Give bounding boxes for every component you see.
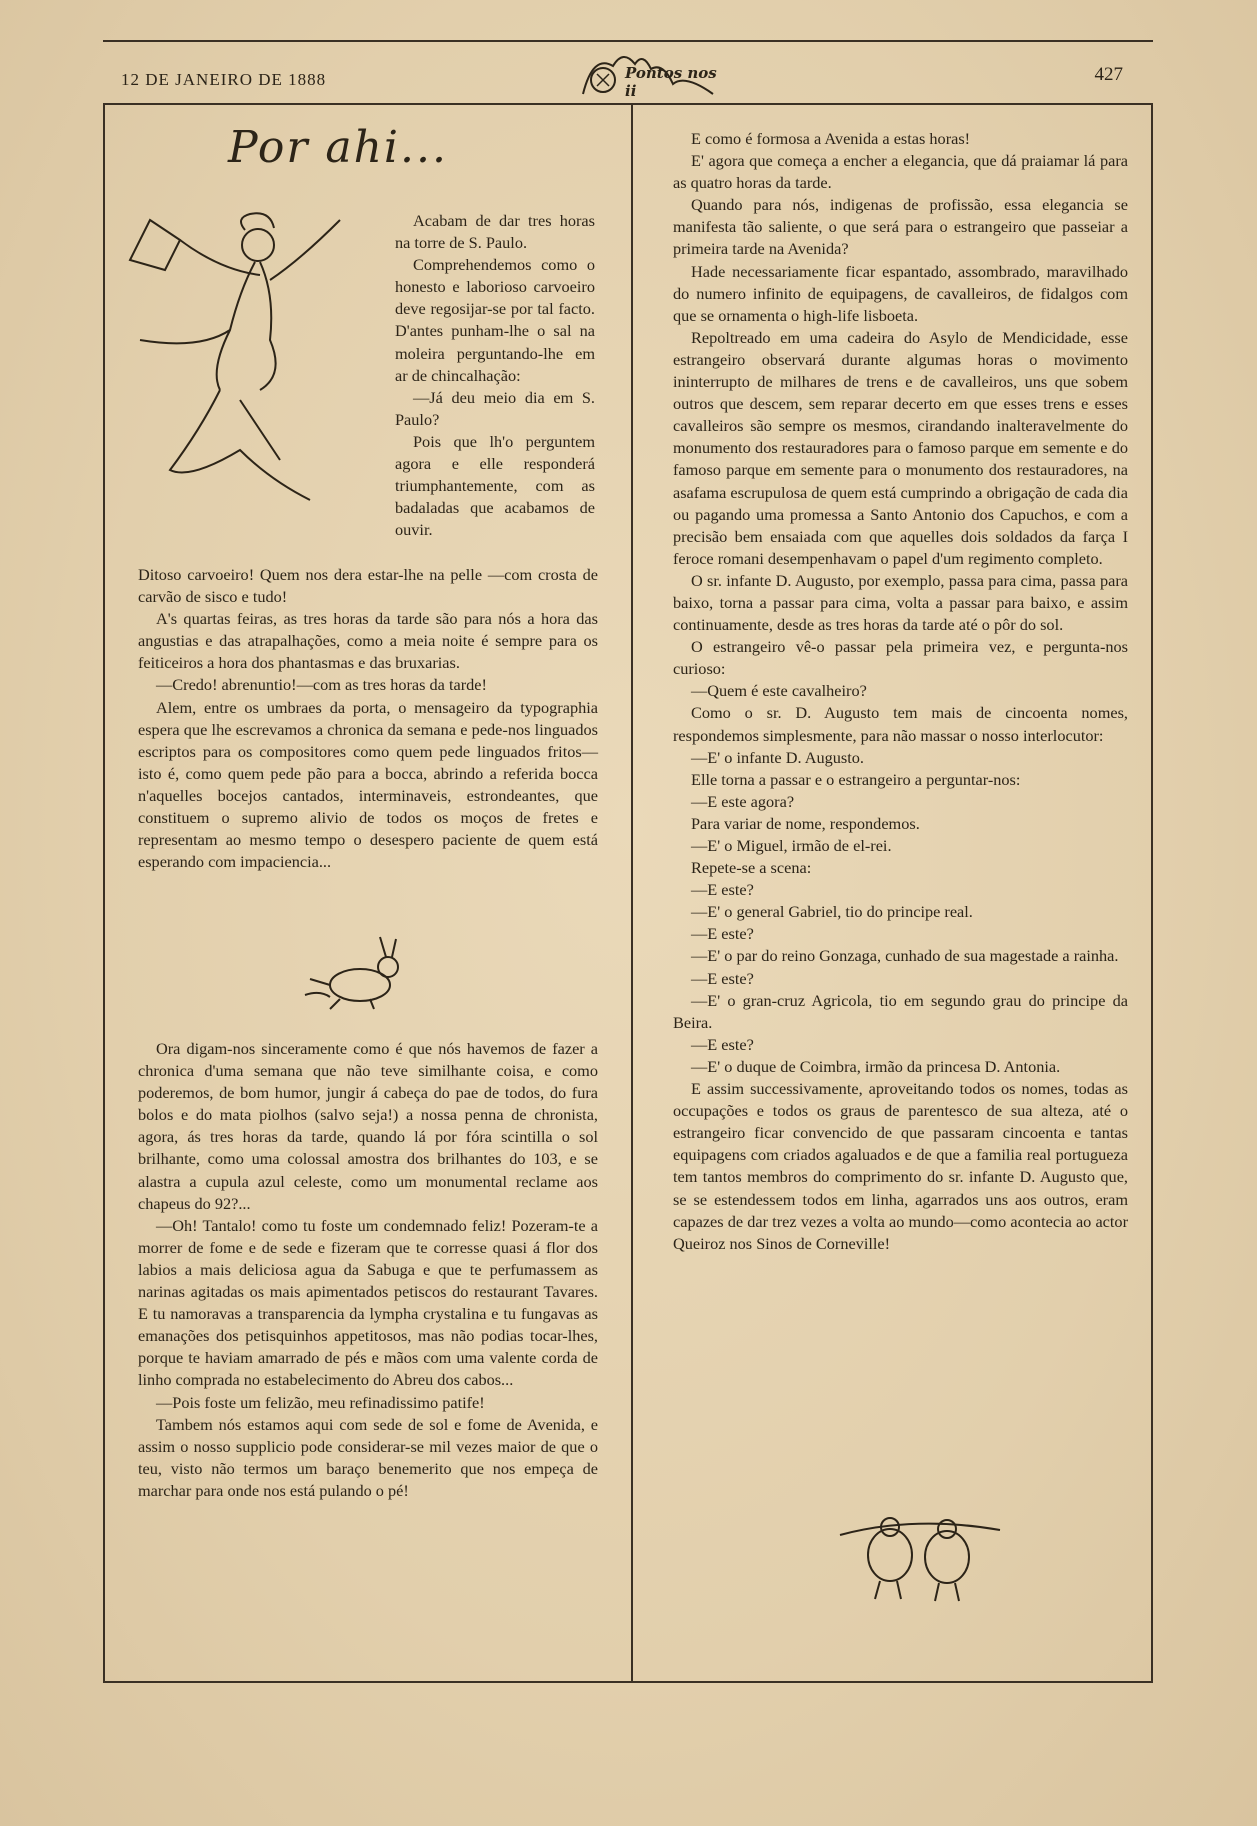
right-paragraph-3: Quando para nós, indigenas de profissão, essa elegancia se manifesta tão saliente, o que será para o estrangeiro que passeiar a primeira tarde na Avenida? [673,195,1128,259]
left-paragraph-7: —Pois foste um felizão, meu refinadissimo patife! [156,1392,485,1412]
issue-date: 12 DE JANEIRO DE 1888 [121,70,327,89]
intro-paragraph-1: Acabam de dar tres horas na torre de S. Paulo. [395,211,595,253]
header-rule [103,40,1153,42]
right-paragraph-11: Elle torna a passar e o estrangeiro a perguntar-nos: [691,769,1021,789]
intro-paragraph-3: —Já deu meio dia em S. Paulo? [395,387,595,429]
right-paragraph-14: —E' o Miguel, irmão de el-rei. [691,836,892,855]
right-paragraph-17: —E' o general Gabriel, tio do principe real. [691,902,973,922]
left-paragraph-5: Ora digam-nos sinceramente como é que nós havemos de fazer a chronica d'uma semana que não teve similhante coisa, e como poderemos, de bom humor, jungir á cabeça do pae de todos, do fura bolos e do mata piolhos (salvo seja!) a nossa penna de chronista, agora, ás tres horas da tarde, quando lá por fóra scintilla o sol brilhante, como uma colossal amostra dos brilhantes do 103, e se alastra a cupula azul celeste, como um monumental reclame aos chapeus do 92?... [138,1039,598,1213]
intro-paragraph-2: Comprehendemos como o honesto e laborioso carvoeiro deve regosijar-se por tal facto. D'antes punham-lhe o sal na moleira perguntando-lhe em ar de chincalhação: [395,255,595,385]
right-paragraph-13: Para variar de nome, respondemos. [691,813,920,833]
article-title: Por ahi... [228,122,448,173]
left-paragraph-2: A's quartas feiras, as tres horas da tarde são para nós a hora das angustias e das atrapalhações, como a meia noite é sempre para os feiticeiros a hora dos phantasmas e das bruxarias. [138,609,598,673]
page-header [103,40,1153,103]
left-column-bottom [138,1038,598,1502]
left-column-top [138,564,598,873]
right-paragraph-15: Repete-se a scena: [691,858,812,878]
birds-illustration [835,1495,1005,1610]
right-paragraph-1: E como é formosa a Avenida a estas horas! [691,129,971,148]
birds-on-branch-icon [835,1495,1005,1605]
right-paragraph-2: E' agora que começa a encher a elegancia, que dá praiamar lá para as quatro horas da tarde. [673,151,1128,193]
right-paragraph-6: O sr. infante D. Augusto, por exemplo, passa para cima, passa para baixo, torna a passar para cima, volta a passar para baixo, e assim continuamente, desde as tres horas da tarde até o pôr do sol. [673,570,1128,635]
intro-paragraph-4: Pois que lh'o perguntem agora e elle responderá triumphantemente, com as badaladas que acabamos de ouvir. [395,431,595,540]
right-paragraph-22: —E este? [691,1034,754,1054]
left-paragraph-6: —Oh! Tantalo! como tu foste um condemnado feliz! Pozeram-te a morrer de fome e de sede e fizeram que te corresse quasi á flor dos labios a mais deliciosa agua da Sabuga e que te perfumassem as narinas agitadas os mais apimentados petiscos do restaurant Tavares. E tu namoravas a transparencia da lympha crystalina e tu fungavas as emanações dos petisquinhos appetitosos, mas não podias tocar-lhes, porque te haviam amarrado de pés e mãos com uma valente corda de linho comprada no estabelecimento do Abreu dos cabos... [138,1215,598,1390]
right-paragraph-9: Como o sr. D. Augusto tem mais de cincoenta nomes, respondemos simplesmente, para não massar o nosso interlocutor: [673,703,1128,745]
intro-column [395,210,595,541]
right-paragraph-5: Repoltreado em uma cadeira do Asylo de Mendicidade, esse estrangeiro observará durante algumas horas o movimento ininterrupto de milhares de trens e de cavalleiros, uns que sobem outros que descem, sem reparar decerto em que esses trens e esses cavalleiros são sempre os mesmos, cirandando inalteravelmente do monumento dos restauradores para o famoso parque em semente e do famoso parque em semente para o monumento dos restauradores, na asafama escrupulosa de quem está cumprindo a obrigação de cada dia ou pagando uma promessa a Santo Antonio dos Capuchos, e com a precisão bem ensaiada com que aquelles dois soldados da farça I feroce romani desempenhavam o papel d'um regimento completo. [673,327,1128,568]
right-paragraph-10: —E' o infante D. Augusto. [691,747,864,767]
left-paragraph-8: Tambem nós estamos aqui com sede de sol e fome de Avenida, e assim o nosso supplicio pode considerar-se mil vezes maior de que o teu, visto não termos um baraço benemerito que nos empeça de marchar para onde nos está pulando o pé! [138,1414,598,1500]
page-number: 427 [1094,64,1123,85]
right-paragraph-23: —E' o duque de Coimbra, irmão da princesa D. Antonia. [691,1056,1061,1076]
right-paragraph-16: —E este? [691,880,754,900]
right-paragraph-4: Hade necessariamente ficar espantado, assombrado, maravilhado do numero infinito de equipagens, de cavalleiros, de fidalgos com que se ornamenta o high-life lisboeta. [673,261,1128,325]
column-divider [631,103,633,1683]
right-paragraph-24: E assim successivamente, aproveitando todos os nomes, todas as occupações e todos os graus de parentesco de sua alteza, até o estrangeiro ficar convencido de que passaram cincoenta e tantas equipagens com criados agaluados e de que a familia real portugueza tem tantos membros do comprimento do sr. infante D. Augusto que, se se estendessem todos em linha, agarrados uns aos outros, eram capazes de dar trez vezes a volta ao mundo—como acontecia ao actor Queiroz nos Sinos de Corneville! [673,1079,1128,1253]
right-paragraph-20: —E este? [691,968,754,988]
right-paragraph-7: O estrangeiro vê-o passar pela primeira vez, e pergunta-nos curioso: [673,637,1128,679]
right-paragraph-19: —E' o par do reino Gonzaga, cunhado de sua magestade a rainha. [691,946,1119,966]
woman-figure-icon [110,200,360,520]
rabbit-icon [300,935,420,1015]
left-paragraph-4: Alem, entre os umbraes da porta, o mensageiro da typographia espera que lhe escrevamos a chronica da semana e pede-nos linguados escriptos para os compositores como quem pede linguados fritos—isto é, como quem pede pão para a bocca, abrindo a referida bocca n'aquelles bocejos cantados, interminaveis, estrondeantes, que constituem o supremo alivio de todos os moços de fretes e representam ao mesmo tempo o desespero paciente de quem está esperando com impaciencia... [138,697,598,872]
woman-with-flag-illustration [110,200,360,525]
right-paragraph-21: —E' o gran-cruz Agricola, tio em segundo grau do principe da Beira. [673,990,1128,1032]
masthead-logo [573,44,723,102]
rabbit-illustration [300,935,420,1020]
left-paragraph-1: Ditoso carvoeiro! Quem nos dera estar-lhe na pelle —com crosta de carvão de sisco e tudo! [138,565,598,607]
masthead-text: Pontos nos ii [625,64,717,100]
right-paragraph-18: —E este? [691,924,754,944]
right-column [673,128,1128,1255]
left-paragraph-3: —Credo! abrenuntio!—com as tres horas da tarde! [156,675,487,695]
right-paragraph-8: —Quem é este cavalheiro? [691,681,867,701]
right-paragraph-12: —E este agora? [691,791,795,811]
